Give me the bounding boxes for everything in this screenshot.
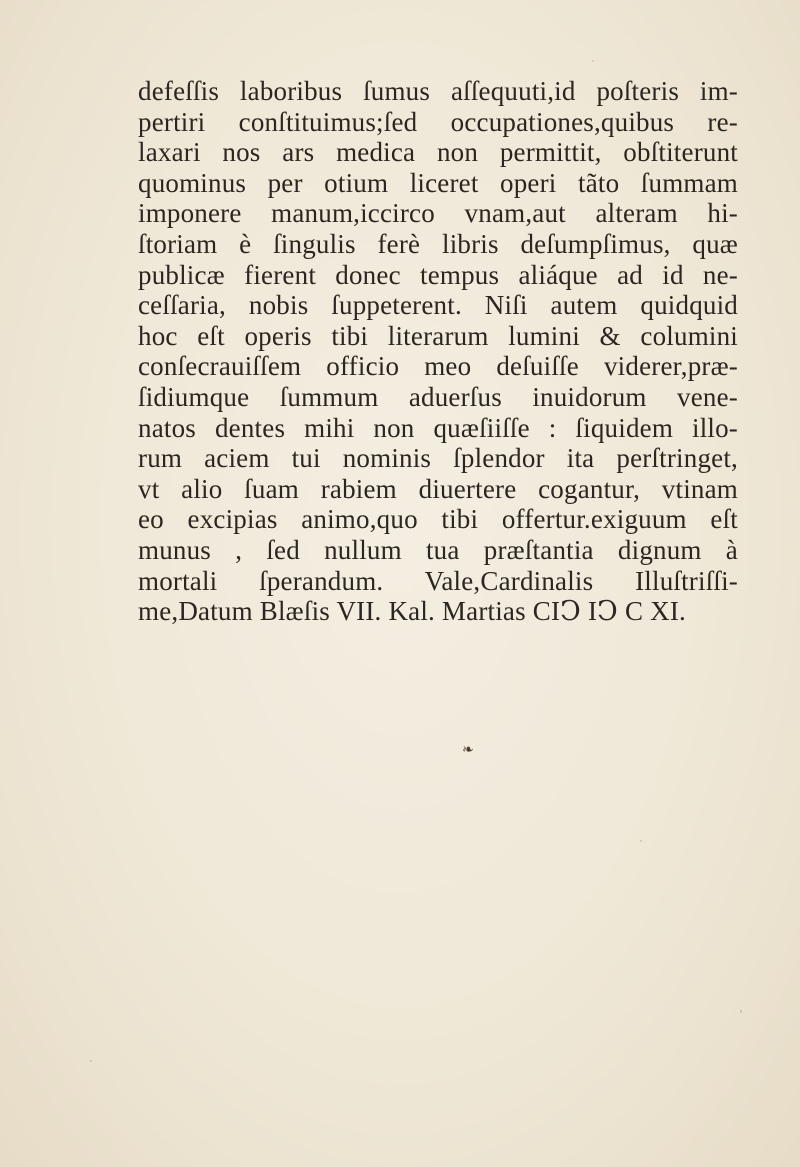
paper-speck — [592, 60, 594, 62]
paper-speck — [640, 840, 642, 842]
text-line: ſidiumque ſummum aduerſus inuidorum vene- — [138, 381, 738, 412]
text-line: defeſſis laboribus ſumus aſſequuti,id poſteris im- — [138, 76, 738, 106]
latin-text-block — [138, 76, 738, 627]
paper-speck — [740, 1010, 742, 1013]
fleuron-ornament-icon: ❧ — [462, 742, 474, 758]
text-line: natos dentes mihi non quæſiiſſe : ſiquidem illo- — [138, 412, 738, 443]
text-line: hoc eſt operis tibi literarum lumini & columini — [138, 320, 738, 351]
text-line: conſecrauiſſem officio meo deſuiſſe viderer,præ- — [138, 351, 738, 382]
text-line: imponere manum,iccirco vnam,aut alteram hi- — [138, 198, 738, 229]
text-line: ſtoriam è ſingulis ferè libris deſumpſimus, quæ — [138, 228, 738, 259]
text-line: ceſſaria, nobis ſuppeterent. Niſi autem quidquid — [138, 290, 738, 321]
text-line: laxari nos ars medica non permittit, obſtiterunt — [138, 137, 738, 168]
text-line: pertiri conſtituimus;ſed occupationes,quibus re- — [138, 106, 738, 137]
text-line: mortali ſperandum. Vale,Cardinalis Illuſtriſſi- — [138, 565, 738, 596]
text-line: publicæ fierent donec tempus aliáque ad id ne- — [138, 259, 738, 290]
paper-speck — [90, 1060, 92, 1062]
text-line: vt alio ſuam rabiem diuertere cogantur, vtinam — [138, 473, 738, 504]
text-line: munus , ſed nullum tua præſtantia dignum à — [138, 534, 738, 565]
text-line: quominus per otium liceret operi tãto ſummam — [138, 167, 738, 198]
text-line-closing: me,Datum Blæſis VII. Kal. Martias CIↃ IↃ C XI. — [138, 596, 686, 627]
text-line: eo excipias animo,quo tibi offertur.exiguum eſt — [138, 504, 738, 535]
text-line: rum aciem tui nominis ſplendor ita perſtringet, — [138, 443, 738, 474]
